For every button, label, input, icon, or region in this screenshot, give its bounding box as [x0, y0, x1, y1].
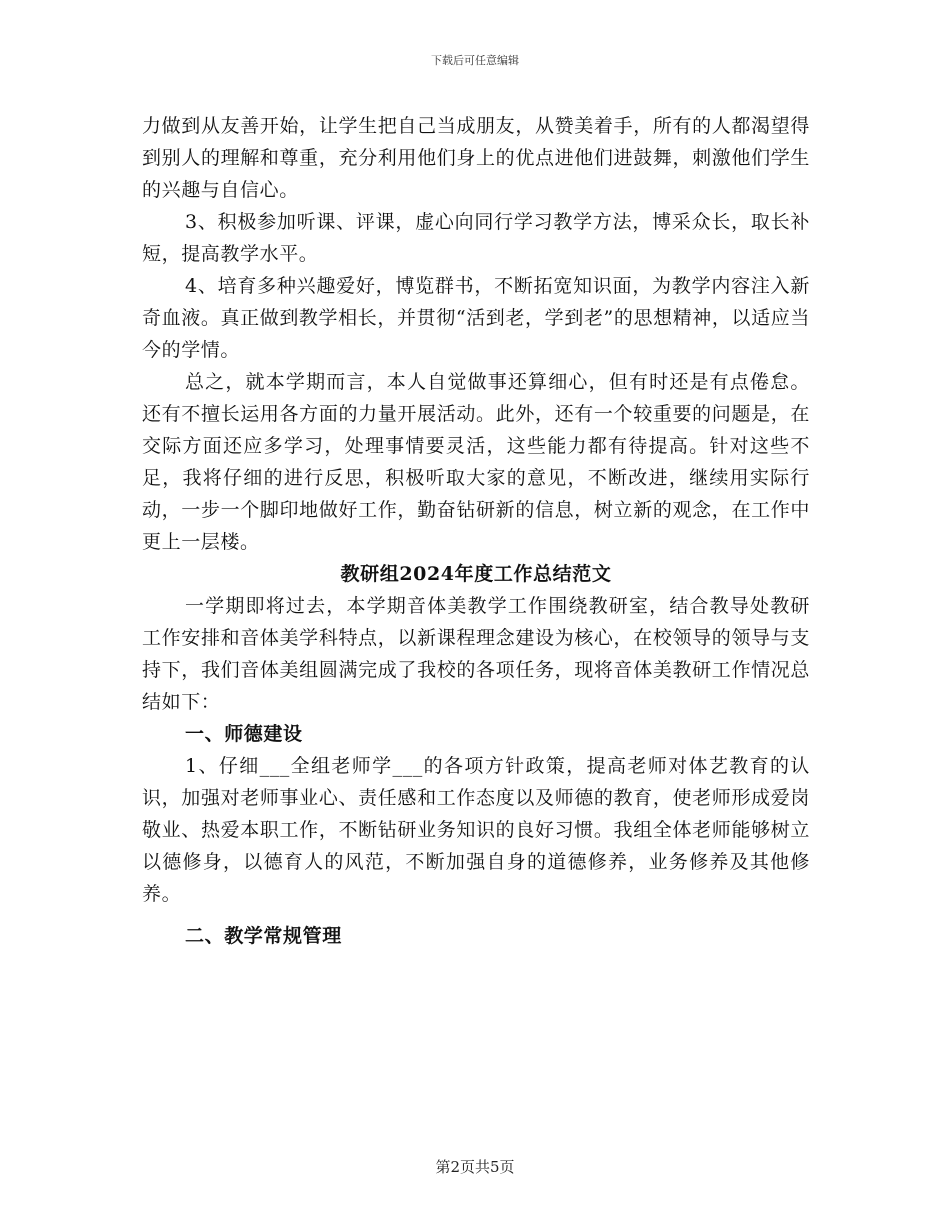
paragraph-intro: 一学期即将过去，本学期音体美教学工作围绕教研室，结合教导处教研工作安排和音体美学科特点，以新课程理念建设为核心，在校领导的领导与支持下，我们音体美组圆满完成了我校的各项任务，现将音体美教研工作情况总结如下： — [142, 595, 810, 713]
document-body — [142, 110, 810, 952]
section-title: 教研组2024年度工作总结范文 — [340, 563, 612, 585]
paragraph-ethics-item-1: 1、仔细___全组老师学___的各项方针政策，提高老师对体艺教育的认识，加强对老师事业心、责任感和工作态度以及师德的教育，使老师形成爱岗敬业、热爱本职工作，不断钻研业务知识的良好习惯。我组全体老师能够树立以德修身，以德育人的风范，不断加强自身的道德修养，业务修养及其他修养。 — [142, 755, 810, 905]
paragraph-continuation: 力做到从友善开始，让学生把自己当成朋友，从赞美着手，所有的人都渴望得到别人的理解和尊重，充分利用他们身上的优点进他们进鼓舞，刺激他们学生的兴趣与自信心。 — [142, 115, 810, 201]
heading-teaching-routine: 二、教学常规管理 — [185, 925, 342, 947]
heading-teacher-ethics: 一、师德建设 — [185, 723, 303, 745]
page-number: 第2页共5页 — [435, 1158, 515, 1176]
paragraph-item-3: 3、积极参加听课、评课，虚心向同行学习教学方法，博采众长，取长补短，提高教学水平。 — [142, 211, 810, 265]
paragraph-item-4: 4、培育多种兴趣爱好，博览群书，不断拓宽知识面，为教学内容注入新奇血液。真正做到教学相长，并贯彻“活到老，学到老”的思想精神，以适应当今的学情。 — [142, 275, 810, 361]
page-header: 下载后可任意编辑 — [431, 54, 519, 67]
paragraph-summary: 总之，就本学期而言，本人自觉做事还算细心，但有时还是有点倦怠。还有不擅长运用各方面的力量开展活动。此外，还有一个较重要的问题是，在交际方面还应多学习，处理事情要灵活，这些能力都有待提高。针对这些不足，我将仔细的进行反思，积极听取大家的意见，不断改进，继续用实际行动，一步一个脚印地做好工作，勤奋钻研新的信息，树立新的观念，在工作中更上一层楼。 — [142, 371, 810, 553]
